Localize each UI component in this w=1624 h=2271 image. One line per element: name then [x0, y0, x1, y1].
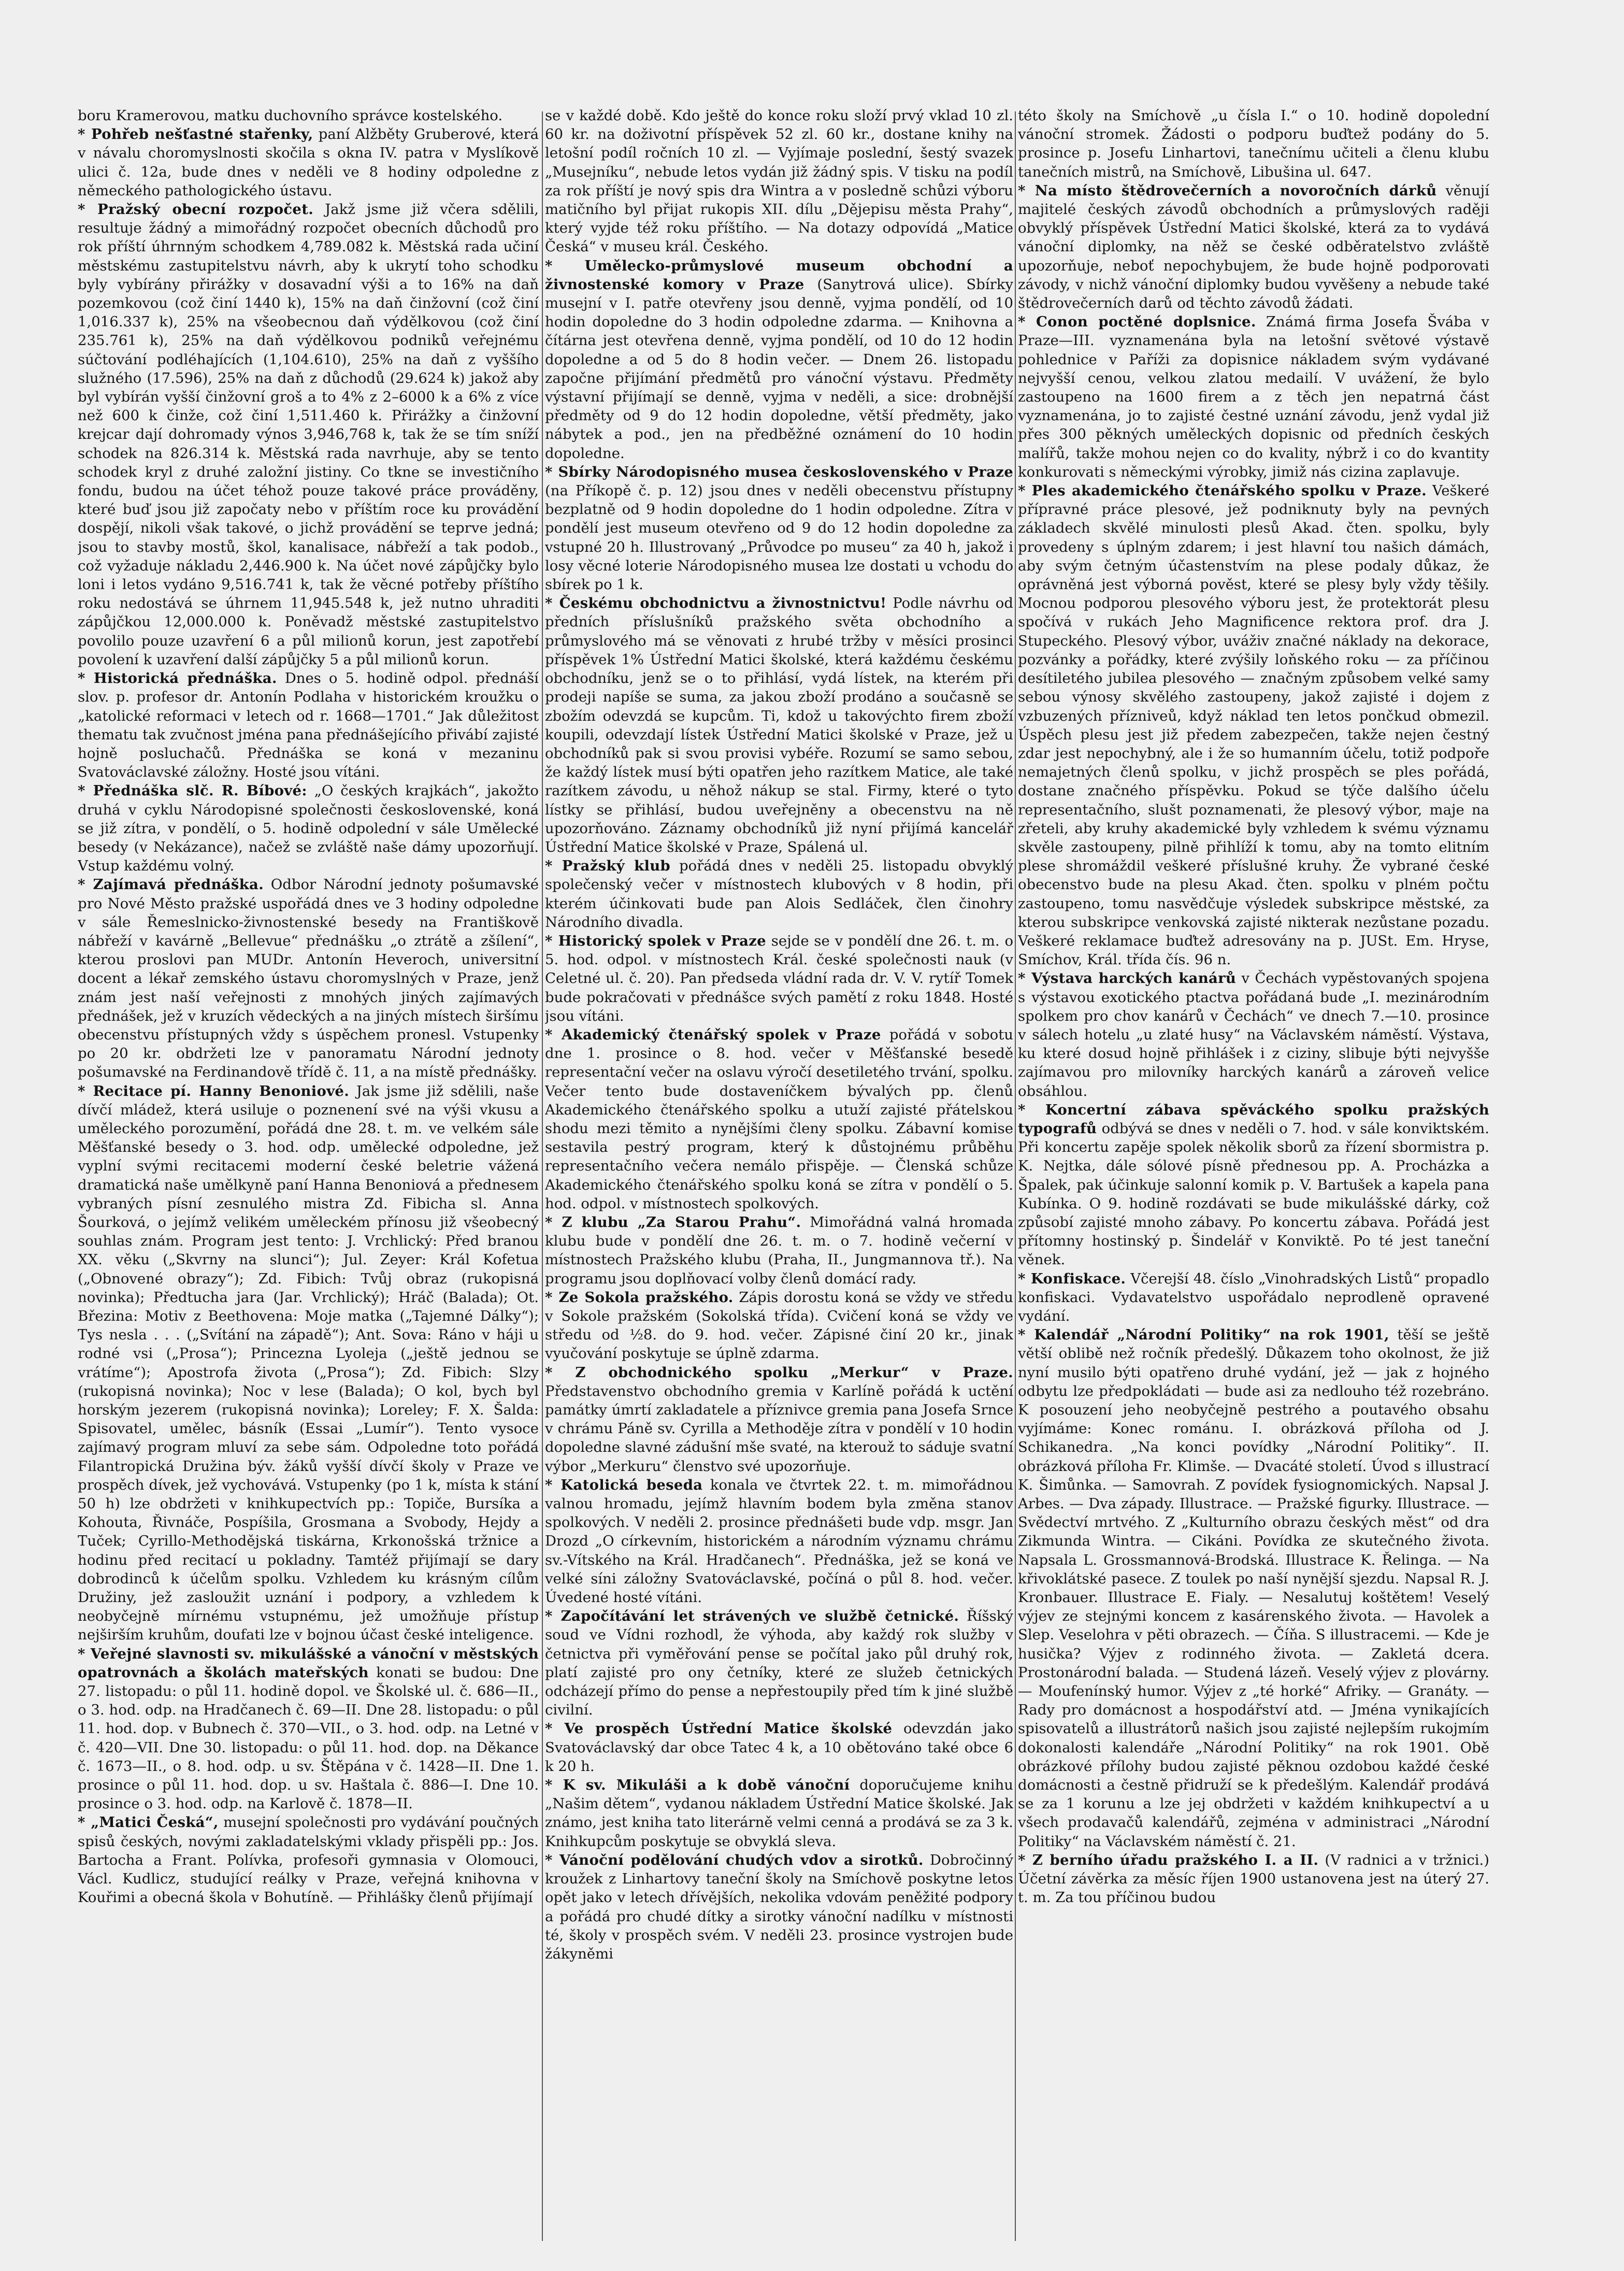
- news-item-heading: * Z obchodnického spolku „Merkur“ v Praze.: [545, 1364, 1013, 1381]
- news-item: [545, 1476, 1013, 1607]
- news-item-text: Mimořádná valná hromada klubu bude v pondělí dne 26. t. m. o 7. hodině večerní v místnostech Pražského klubu (Praha, II., Jungmannova tř.). Na programu jsou doplňovací volby členů domácí rady.: [545, 1213, 1013, 1287]
- news-item-heading: * Akademický čtenářský spolek v Praze: [545, 1026, 881, 1043]
- news-item-heading: * Z berního úřadu pražského I. a II.: [1018, 1851, 1319, 1868]
- news-item-text: Odbor Národní jednoty pošumavské pro Nové Město pražské uspořádá dnes ve 3 hodiny odpoledne v sále Řemeslnicko-živnostenské besedy na Františkově nábřeží v kavárně „Bellevue“ přednášku „o ztrátě a zšílení“, kterou proslovi pan MUDr. Antonín Heveroch, universitní docent a lékař zemského ústavu choromyslných v Praze, jenž znám jest naší veřejnosti z mnohých jiných zajímavých přednášek, jež v kruzích vědeckých a na jiných místech širšímu obecenstvu přístupných vždy s úspěchem pronesl. Vstupenky po 20 kr. obdržeti lze v panoramatu Národní jednoty pošumavské na Ferdinandově třídě č. 11, a na místě přednášky.: [78, 876, 539, 1081]
- news-item: [545, 1776, 1013, 1851]
- news-item-text: doporučujeme knihu „Našim dětem“, vydanou nákladem Ústřední Matice školské. Jak známo, jest kniha tato literárně velmi cenná a prodává se za 3 k. Knihkupcům poskytuje se obvyklá sleva.: [545, 1777, 1013, 1850]
- news-item-heading: * „Matici Česká“,: [78, 1814, 219, 1831]
- news-item-heading: * Započítávání let strávených ve službě četnické.: [545, 1608, 959, 1625]
- news-item-heading: * Ze Sokola pražského.: [545, 1289, 734, 1306]
- news-item-text: Včerejší 48. číslo „Vinohradských Listů“ propadlo konfiskaci. Vydavatelstvo uspořádalo neprodleně opravené vydání.: [1018, 1270, 1489, 1324]
- news-item-heading: * Recitace pí. Hanny Benoniové.: [78, 1082, 350, 1099]
- news-item: [545, 1719, 1013, 1776]
- news-item-text: sejde se v pondělí dne 26. t. m. o 5. hod. odpol. v místnostech Král. české společnosti nauk (v Celetné ul. č. 20). Pan předseda vládní rada dr. V. V. rytíř Tomek bude pokračovati v přednášce svých pamětí z roku 1848. Hosté jsou vítáni.: [545, 932, 1013, 1024]
- news-item: [78, 1645, 539, 1813]
- news-item-text: odevzdán jako Svatováclavský dar obce Tatec 4 k, a 10 obětováno také obce 6 k 20 h.: [545, 1720, 1013, 1775]
- news-item-text: (V radnici a v tržnici.) Účetní závěrka za měsíc říjen 1900 ustanovena jest na úterý 27. t. m. Za tou příčinou budou: [1018, 1851, 1489, 1906]
- news-item: [1018, 106, 1489, 181]
- news-item-heading: * Koncertní zábava spěváckého spolku pražských typografů: [1018, 1101, 1489, 1137]
- news-item: [1018, 1101, 1489, 1269]
- column-left: [78, 106, 539, 2246]
- news-item-heading: * Pražský obecní rozpočet.: [78, 201, 314, 218]
- news-item-text: konala ve čtvrtek 22. t. m. mimořádnou valnou hromadu, jejímž hlavním bodem byla změna stanov spolkových. V neděli 2. prosince přednášeti bude vdp. msgr. Jan Drozd „O církevním, historickém a národním významu chrámu sv.-Vítského na Král. Hradčanech“. Přednáška, jež se koná ve velké síni záložny Svatováclavské, počíná o půl 8. hod. večer. Úvedené hosté vítáni.: [545, 1476, 1013, 1606]
- news-item-text: (Sanytrová ulice). Sbírky musejní v I. patře otevřeny jsou denně, vyjma pondělí, od 10 hodin dopoledne do 3 hodin odpoledne zdarma. — Knihovna a čítárna jest otevřena denně, vyjma pondělí, od 10 do 12 hodin dopoledne a od 5 do 8 hodin večer. — Dnem 26. listopadu započne přijímání předmětů pro vánoční výstavu. Předměty výstavní přijímají se denně, vyjma v neděli, a sice: drobnější předměty od 9 do 12 hodin dopoledne, větší předměty, jako nábytek a pod., jen na předběžné oznámení do 10 hodin dopoledne.: [545, 276, 1013, 462]
- news-item-text: věnují majitelé českých závodů obchodních a průmyslových raději obvyklý příspěvek Ústřední Matici školské, která za to vydává vánoční diplomky, na něž se české odběratelstvo zvláště upozorňuje, neboť nepochybujem, že bude hojně podporovati závody, v nichž vánoční diplomky budou vyvěšeny a nebude také štědrovečerních darů od těchto závodů žádati.: [1018, 182, 1489, 312]
- news-item-text: se v každé době. Kdo ještě do konce roku složí prvý vklad 10 zl. 60 kr. na doživotní příspěvek 52 zl. 60 kr., dostane knihy na letošní podíl ročních 10 zl. — Vyjímaje poslední, šestý svazek „Musejníku“, nebude letos vydán již žádný spis. V tisku na podíl za rok příští je nový spis dra Wintra a v posledně schůzi výboru matičního byl přijat rukopis XII. dílu „Dějepisu města Prahy“, který vyjde též roku příštího. — Na dotazy odpovídá „Matice Česká“ v museu král. Českého.: [545, 107, 1013, 255]
- news-item: [545, 1025, 1013, 1213]
- news-item: [545, 1363, 1013, 1476]
- news-item: [1018, 969, 1489, 1100]
- news-item-heading: * Ples akademického čtenářského spolku v Praze.: [1018, 482, 1427, 499]
- news-item-text: těší se ještě větší oblibě než ročník předešlý. Důkazem toho okolnost, že již nyní musilo býti opatřeno druhé vydání, jež — jak z hojného odbytu lze předpokládati — bude asi za nedlouho též rozebráno. K posouzení jeho neobyčejně pestrého a poutavého obsahu vyjímáme: Konec románu. I. obrázková příloha od J. Schikanedra. „Na konci povídky „Národní Politiky“. II. obrázková příloha Fr. Klimše. — Dvacáté století. Úvod s illustrací K. Šimůnka. — Samovrah. Z povídek fysiognomických. Napsal J. Arbes. — Dva západy. Illustrace. — Pražské figurky. Illustrace. — Svědectví mrtvého. Z „Kulturního obrazu českých měst“ od dra Zikmunda Wintra. — Cikáni. Povídka ze skutečného života. Napsala L. Grossmannová-Brodská. Illustrace K. Řelinga. — Na křivoklátské pasece. Z toulek po naší nynější sjezdu. Napsal R. J. Kronbauer. Illustrace E. Fialy. — Nesalutuj koštětem! Veselý výjev ze stejnými koncem z kasárenského života. — Havolek a Slep. Veselohra v pěti obrazech. — Číňa. S illustracemi. — Kde je husička? Výjev z rodinného života. — Zakletá dcera. Prostonárodní balada. — Studená lázeň. Veselý výjev z plovárny. — Moufenínský humor. Výjev z „té horké“ Afriky. — Granáty. — Rady pro domácnost a hospodářství atd. — Jména vynikajících spisovatelů a illustrátorů našich jsou zajisté nejlepším rukojmím dokonalosti kalendáře „Národní Politiky“ na rok 1901. Obě obrázkové přílohy budou zajisté pěknou ozdobou každé české domácnosti a čestně přidruží se k předešlým. Kalendář prodává se za 1 korunu a lze jej obdržeti v každém knihkupectví a u všech prodavačů kalendářů, zejména v administraci „Národní Politiky“ na Václavském náměstí č. 21.: [1018, 1326, 1489, 1850]
- news-item: [78, 200, 539, 669]
- news-item-heading: * Veřejné slavnosti sv. mikulášské a vánoční v městských opatrovnách a školách mateřských: [78, 1645, 539, 1681]
- news-item-text: (na Příkopě č. p. 12) jsou dnes v neděli obecenstvu přístupny bezplatně od 9 hodin dopoledne do 1 hodin odpoledne. Zítra v pondělí jest museum otevřeno od 9 do 12 hodin dopoledne za vstupné 20 h. Illustrovaný „Průvodce po museu“ za 40 h, jakož i losy věcné loterie Národopisného musea lze dostati u vchodu do sbírek po 1 k.: [545, 482, 1013, 593]
- news-item-text: boru Kramerovou, matku duchovního správce kostelského.: [78, 107, 503, 124]
- news-item: [545, 1288, 1013, 1363]
- news-item-heading: * Výstava harckých kanárů: [1018, 970, 1237, 987]
- news-item-heading: * Sbírky Národopisného musea československého v Praze: [545, 463, 1013, 480]
- news-item-text: pořádá v sobotu dne 1. prosince o 8. hod. večer v Měšťanské besedě representační večer na oslavu výročí desetiletého trvání, spolku. Večer tento bude dostaveníčkem bývalých pp. členů Akademického čtenářského spolku a utuží zajisté přátelskou shodu mezi těmito a nynějšími členy spolku. Zábavní komise sestavila pestrý program, který k důstojnému průběhu representačního večera nemálo přispěje. — Členská schůze Akademického čtenářského spolku koná se zítra v pondělí o 5. hod. odpol. v místnostech spolkových.: [545, 1026, 1013, 1212]
- news-item-heading: * Na místo štědrovečerních a novoročních dárků: [1018, 182, 1437, 199]
- news-item-heading: * Zajímavá přednáška.: [78, 876, 264, 893]
- news-item-heading: * Katolická beseda: [545, 1476, 703, 1493]
- news-item-heading: * Umělecko-průmyslové museum obchodní a živnostenské komory v Praze: [545, 257, 1013, 293]
- news-item-heading: * Z klubu „Za Starou Prahu“.: [545, 1213, 801, 1231]
- news-item: [1018, 312, 1489, 481]
- news-item: [1018, 181, 1489, 312]
- news-item: [78, 669, 539, 781]
- news-item-text: Známá firma Josefa Švába v Praze—III. vyznamenána byla na letošní světové výstavě pohlednice v Paříži za dopisnice nákladem svým vydávané nejvyšší cenou, velkou zlatou medailí. V uvážení, že bylo zastoupeno na 1600 firem a z těch jen nepatrná část vyznamenána, jo to zajisté čestné uznání závodu, jenž vydal již přes 300 pěkných uměleckých dopisnic od předních českých malířů, takže mohou nejen co do kvality, nýbrž i co do kvantity konkurovati s německými výrobky, jimiž nás cizina zaplavuje.: [1018, 313, 1489, 480]
- news-item: [78, 106, 539, 125]
- news-item: [545, 463, 1013, 594]
- news-item-text: v Čechách vypěstovaných spojena s výstavou exotického ptactva pořádaná bude „I. mezinárodním spolkem pro chov kanárů v Čechách“ ve dnech 7.—10. prosince v sálech hotelu „u zlaté husy“ na Václavském náměstí. Výstava, ku které dosud hojně přihlášek i z ciziny, slibuje býti nejvyšše zajímavou pro milovníky harckých kanárů a zároveň velice obsáhlou.: [1018, 970, 1489, 1099]
- news-item-text: této školy na Smíchově „u čísla I.“ o 10. hodině dopolední vánoční stromek. Žádosti o podporu buďtež podány do 5. prosince p. Josefu Linhartovi, tanečnímu učiteli a členu klubu tanečních mistrů, na Smíchově, Libušina ul. 647.: [1018, 107, 1489, 180]
- column-middle: [545, 106, 1013, 2246]
- news-item-heading: * Vánoční podělování chudých vdov a sirotků.: [545, 1851, 924, 1868]
- news-item-heading: * Historická přednáška.: [78, 670, 277, 687]
- news-item-text: „O českých krajkách“, jakožto druhá v cyklu Národopisné společnosti československé, koná se již zítra, v pondělí, o 5. hodině odpolední v sále Umělecké besedy (v Nekázance), načež se zvláště naše dámy upozorňují. Vstup každému volný.: [78, 782, 539, 875]
- news-item: [78, 1082, 539, 1645]
- news-item-text: Podle návrhu od předních příslušníků pražského světa obchodního a průmyslového má se věnovati z hrubé tržby v měsíci prosinci příspěvek 1% Ústřední Matici školské, která každému českému obchodníku, jenž se o to přihlásí, vydá lístek, na kterém při prodeji napíše se suma, za jakou zboží prodáno a současně se zbožím odevzdá se kupcům. Ti, kdož u takovýchto firem zboží koupili, odevzdají lístek Ústřední Matici školské v Praze, jež u obchodníků pak si svou provisi vybéře. Rozumí se samo sebou, že každý lístek musí býti opatřen jeho razítkem Matice, ale také razítkem závodu, u něhož nákup se stal. Firmy, které o tyto lístky se přihlásí, budou uveřejněny a obecenstvu na ně upozorňováno. Záznamy obchodníků již nyní přijímá kancelář Ústřední Matice školské v Praze, Spálená ul.: [545, 595, 1013, 855]
- news-item: [545, 1213, 1013, 1288]
- news-item: [1018, 1269, 1489, 1326]
- news-item-text: Jak jsme již sdělili, naše dívčí mládež, která usiluje o poznenení své na výši vkusu a uměleckého porozumění, pořádá dne 28. t. m. ve velkém sále Měšťanské besedy o 3. hod. odp. umělecké odpoledne, jež vyplní svými recitacemi moderní české beletrie vážená dramatická naše umělkyně paní Hanna Benoniová a přednesem vybraných písní zesnulého mistra Zd. Fibicha sl. Anna Šourková, o jejímž velikém uměleckém přínosu již všeobecný souhlas znám. Program jest tento: J. Vrchlický: Před branou XX. věku („Skvrny na slunci“); Jul. Zeyer: Král Kofetua („Obnovené obrazy“); Zd. Fibich: Tvůj obraz (rukopisná novinka); Předtucha jara (Jar. Vrchlický); Hráč (Balada); Ot. Březina: Motiv z Beethovena: Moje matka („Tajemné Dálky“); Tys nesla . . . („Svítání na západě“); Ant. Sova: Ráno v háji u rodné vsi („Prosa“); Princezna Lyoleja („ještě jednou se vrátíme“); Apostrofa života („Prosa“); Zd. Fibich: Slzy (rukopisná novinka); Noc v lese (Balada); O kol, bych byl horským jezerem (rukopisná novinka); Loreley; F. X. Šalda: Spisovatel, umělec, básník (Essai „Lumír“). Tento vysoce zajímavý program mluví za sebe sám. Odpoledne toto pořádá Filantropická Družina býv. žáků vyšší dívčí školy v Praze ve prospěch dívek, jež vychovává. Vstupenky (po 1 k, místa k stání 50 h) lze obdržeti v knihkupectvích pp.: Topiče, Bursíka a Kohouta, Řivnáče, Pospíšila, Grosmana a Svobody, Hejdy a Tuček; Cyrillo-Methodějská tiskárna, Krkonošská tržnice a hodinu před recitací u pokladny. Tamtéž přijímají se dary dobrodinců k účelům spolku. Vzhledem ku krásným cílům Družiny, jež zasloužit uznání i podpory, a vzhledem k neobyčejně mírnému vstupnému, jež umožňuje přístup nejširším kruhům, doufati lze v bojnou účast české inteligence.: [78, 1082, 539, 1644]
- news-item: [1018, 1325, 1489, 1851]
- news-item: [545, 932, 1013, 1025]
- news-item-heading: * Přednáška slč. R. Bíbové:: [78, 782, 307, 799]
- news-item: [545, 256, 1013, 463]
- news-item-text: pořádá dnes v neděli 25. listopadu obvyklý společenský večer v místnostech klubových v 8 hodin, při kterém účinkovati bude pan Alois Sedláček, člen činohry Národního divadla.: [545, 858, 1013, 931]
- news-item: [545, 856, 1013, 932]
- news-item: [545, 1607, 1013, 1719]
- news-item-text: Dnes o 5. hodině odpol. přednáší slov. p. profesor dr. Antonín Podlaha v historickém kroužku o „katolické reformaci v letech od r. 1668—1701.“ Jak důležitost thematu tak zvučnost jména pana přednášejícího přivábí zajisté hojně posluchačů. Přednáška se koná v mezaninu Svatováclavské záložny. Hosté jsou vítáni.: [78, 670, 539, 781]
- news-item: [78, 1813, 539, 1907]
- news-item-heading: * Konfiskace.: [1018, 1270, 1126, 1287]
- news-item-text: paní Alžběty Gruberové, která v návalu choromyslnosti skočila s okna IV. patra v Myslíkově ulici č. 12a, bude dnes v neděli ve 8 hodiny odpoledne z německého pathologického ústavu.: [78, 126, 539, 199]
- news-item: [78, 781, 539, 875]
- news-item: [545, 106, 1013, 256]
- column-divider: [1015, 111, 1016, 2241]
- news-item-text: musejní společnosti pro vydávání poučných spisů českých, novými zakladatelskými vklady přispěli pp.: Jos. Bartocha a Frant. Polívka, profesoři gymnasia v Olomouci, Václ. Kudlicz, studující reálky v Praze, veřejná knihovna v Kouřimi a obecná škola v Bohutíně. — Přihlášky členů přijímají: [78, 1814, 539, 1906]
- news-item-text: konati se budou: Dne 27. listopadu: o půl 11. hodině dopol. ve Školské ul. č. 686—II., o 3. hod. odp. na Hradčanech č. 69—II. Dne 28. listopadu: o půl 11. hod. dop. v Bubnech č. 370—VII., o 3. hod. odp. na Letné v č. 420—VII. Dne 30. listopadu: o půl 11. hod. dop. na Děkance č. 1673—II., o 8. hod. odp. u sv. Štěpána v č. 1428—II. Dne 1. prosince o půl 11. hod. dop. u sv. Haštala č. 886—I. Dne 10. prosince o 3. hod. odp. na Karlově č. 1878—II.: [78, 1664, 539, 1812]
- news-item-heading: * Pražský klub: [545, 858, 671, 875]
- news-item-heading: * Ve prospěch Ústřední Matice školské: [545, 1720, 893, 1737]
- news-item-text: Jakž jsme již včera sdělili, resultuje žádný a mimořádný rozpočet obecních důchodů pro rok příští úhrnným schodkem 4,789.082 k. Městská rada učiní městskému zastupitelstvu návrh, aby k ukrytí toho schodku byly vybírány přirážky v dosavadní výši a to 16% na daň pozemkovou (což činí 1440 k), 15% na daň činžovní (což činí 1,016.337 k), 25% na všeobecnou daň výdělkovou (což činí 235.761 k), 25% na daň výdělkovou podniků veřejnému súčtování podléhajících (1,104.610), 25% na daň z vyššího služného (17.596), 25% na daň z důchodů (29.624 k) jakož aby byl vybírán vyšší činžovní groš a to 4% z 2–6000 k a 6% z více než 600 k činže, což činí 1,511.460 k. Přirážky a činžovní krejcar dají dohromady výnos 3,946,768 k, tak že se tím sníží schodek na 826.314 k. Městská rada navrhuje, aby se tento schodek kryl z druhé založní jistiny. Co tkne se investičního fondu, budou na účet téhož pouze takové práce prováděny, které buď jsou již započaty nebo v příštím roce ku provádění dospějí, nikoli však takové, o jichž provádění se teprve jedná; jsou to stavby mostů, škol, kanalisace, nábřeží a tak podob., což vyžaduje nákladu 2,446.900 k. Na účet nové zápůjčky bylo loni i letos vydáno 9,516.741 k, tak že věcné potřeby příštího roku nedostává se úhrnem 11,945.548 k, jež nutno uhraditi zápůjčkou 12,000.000 k. Poněvadž městské zastupitelstvo povolilo pouze uzavření 6 a půl milionů korun, jest zapotřebí povolení k uzavření další zápůjčky 5 a půl milionů korun.: [78, 201, 539, 668]
- news-item: [78, 875, 539, 1081]
- news-item: [545, 594, 1013, 856]
- news-item-heading: * Českému obchodnictvu a živnostnictvu!: [545, 595, 887, 612]
- news-item-text: Říšský soud ve Vídni rozhodl, že výhoda, aby každý rok služby v četnictva při vyměřování pense se počítal jako půl druhý rok, platí zajisté pro ony četníky, které ze služeb četnických odcházejí přímo do pense a nepřestoupily před tím k jiné službě civilní.: [545, 1608, 1013, 1719]
- news-item-heading: * K sv. Mikuláši a k době vánoční: [545, 1777, 850, 1794]
- news-item-heading: * Kalendář „Národní Politiky“ na rok 1901,: [1018, 1326, 1389, 1344]
- column-divider: [542, 111, 543, 2241]
- news-item: [1018, 481, 1489, 969]
- news-item-text: odbývá se dnes v neděli o 7. hod. v sále konviktském. Při koncertu zapěje spolek několik sborů za řízení sbormistra p. K. Nejtka, dále sólové písně přednesou pp. A. Procházka a Špalek, pak účinkuje salonní komik p. V. Bartušek a kapela pana Kubínka. O 9. hodině rozdávati se bude mikulášské dárky, což způsobí zajisté mnoho zábavy. Po koncertu zábava. Pořádá jest přítomny hostinský p. Šindelář v Konviktě. Po té jest taneční věnek.: [1018, 1120, 1489, 1268]
- news-item-text: Představenstvo obchodního gremia v Karlíně pořádá k uctění památky úmrtí zakladatele a příznivce gremia pana Josefa Srnce v chrámu Páně sv. Cyrilla a Methoděje zítra v pondělí v 10 hodin dopoledne slavné zádušní mše svaté, na kterouž to sáduje svatní výbor „Merkuru“ členstvo své upozorňuje.: [545, 1382, 1013, 1475]
- news-item-text: Dobročinný kroužek z Linhartovy taneční školy na Smíchově poskytne letos opět jako v letech dřívějších, nekolika vdovám peněžité podpory a pořádá pro chudé dítky a sirotky vánoční nadílku v místnosti té, školy v prospěch svém. V neděli 23. prosince vystrojen bude žákyněmi: [545, 1851, 1013, 1962]
- news-item-heading: * Historický spolek v Praze: [545, 932, 766, 949]
- news-item-heading: * Pohřeb nešťastné stařenky,: [78, 126, 313, 143]
- column-right: [1018, 106, 1489, 2246]
- news-item-text: Veškeré přípravné práce plesové, jež podniknuty byly na pevných základech skvělé minulosti plesů Akad. čten. spolku, byly provedeny s úplným zdarem; i jest hlavní tou našich dámách, aby svým četným účastenstvím na plese podaly důkaz, že oprávněná jest výborná pověst, které se plesy byly vždy těšily. Mocnou podporou plesového výboru jest, že protektorát plesu spočívá v rukách Jeho Magnificence rektora prof. dra J. Stupeckého. Plesový výbor, uváživ značné náklady na dekorace, pozvánky a pořádky, které zvýšily loňského roku — za příčinou desítiletého jubilea plesového — značným způsobem velké samy sebou výnosy skvělého zastoupeny, jakož zajisté i dojem z vzbuzených přízniveů, když náklad ten letos pončkud obmezil. Úspěch plesu jest již předem zabezpečen, takže nejen čestný zdar jest nepochybný, ale i že so humanním účelu, totiž podpoře nemajetných členů spolku, v jichž prospěch se ples pořádá, dostane značného příspěvku. Pokud se týče dalšího účelu representačního, slušt poznamenati, že plesový výbor, maje na zřeteli, aby kruhy akademické byly vzhledem k svému významu skvěle zastoupeny, pilně přihlíží k tomu, aby na tomto elitním plese shromáždil veškeré příslušné kruhy. Že vybrané české obecenstvo bude na plesu Akad. čten. spolku v plném počtu zastoupeno, tomu nasvědčuje výsledek subskripce městské, za kterou subskripce venkovská zajisté nikterak nezůstane pozadu. Veškeré reklamace buďtež adresovány na p. JUSt. Em. Hryse, Smíchov, Král. třída čís. 96 n.: [1018, 482, 1489, 968]
- news-item: [1018, 1851, 1489, 1907]
- news-item-text: Zápis dorostu koná se vždy ve středu v Sokole pražském (Sokolská třída). Cvičení koná se vždy ve středu od ½8. do 9. hod. večer. Zápisné činí 20 kr., jinak vyučování poskytuje se úplně zdarma.: [545, 1289, 1013, 1362]
- news-item-heading: * Conon poctěné doplsnice.: [1018, 313, 1256, 331]
- news-item: [78, 125, 539, 200]
- news-item: [545, 1851, 1013, 1963]
